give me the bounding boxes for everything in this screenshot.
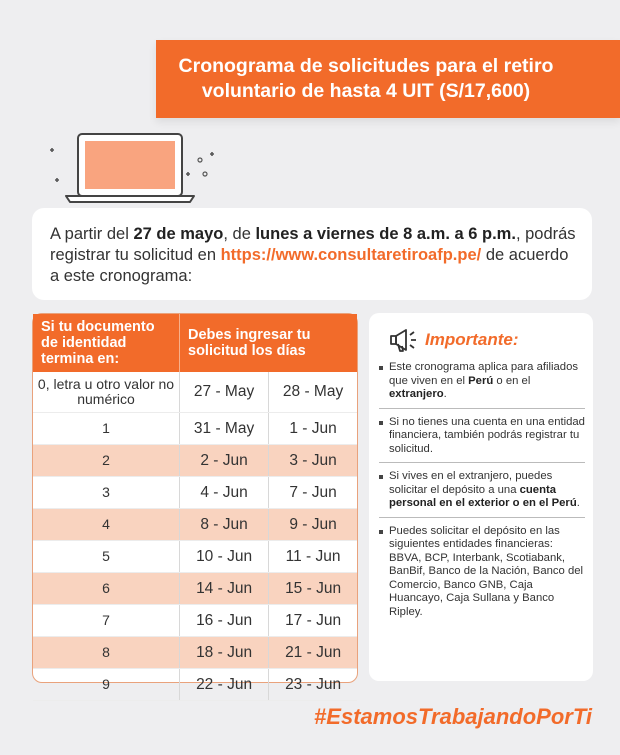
important-list [379,361,585,632]
banner-title [156,54,576,104]
date-cell: 17 - Jun [269,605,357,637]
date-cell: 22 - Jun [180,669,269,701]
list-item-bold: Perú [468,374,494,387]
date-cell: 2 - Jun [180,445,269,477]
date-cell: 14 - Jun [180,573,269,605]
date-cell: 1 - Jun [269,413,357,445]
date-cell: 31 - May [180,413,269,445]
date-cell: 9 - Jun [269,509,357,541]
doc-cell: 4 [33,509,180,541]
table-row [33,372,357,413]
intro-hours: lunes a viernes de 8 a.m. a 6 p.m. [255,225,516,243]
date-cell: 15 - Jun [269,573,357,605]
date-cell: 18 - Jun [180,637,269,669]
header-days: Debes ingresar tu solicitud los días [180,314,358,372]
doc-cell: 9 [33,669,180,701]
intro-text-part: , de [223,225,256,243]
date-cell: 11 - Jun [269,541,357,573]
table-row [33,573,357,605]
intro-date: 27 de mayo [133,225,224,243]
list-item-bold: extranjero [389,388,444,400]
date-cell: 4 - Jun [180,477,269,509]
doc-cell: 5 [33,541,180,573]
laptop-icon [40,126,230,208]
list-item-text: Puedes solicitar el depósito en las siguientes entidades financieras: BBVA, BCP, Interbank, Scotiabank, BanBif, Banco de la Nación, Banco del Comercio, Banco GNB, Caja Huancayo, Caja Sullana y Banco Ripley. [389,524,584,618]
schedule-table [32,313,358,693]
table-row [33,413,357,445]
list-item [379,525,585,626]
doc-cell: 7 [33,605,180,637]
list-item-text: . [443,388,447,400]
list-item-text: . [576,497,580,509]
date-cell: 23 - Jun [269,669,357,701]
doc-cell: 0, letra u otro valor no numérico [33,372,180,413]
table-row [33,637,357,669]
intro-text-part: de acuerdo a este cronograma: [50,246,569,285]
doc-cell: 8 [33,637,180,669]
table-row [33,605,357,637]
list-item [379,470,585,518]
table-row [33,541,357,573]
hashtag: #EstamosTrabajandoPorTi [314,704,592,729]
doc-cell: 3 [33,477,180,509]
intro-text-part: , podrás registrar tu solicitud en [50,225,576,264]
intro-text [50,224,580,287]
banner-title-line1: Cronograma de solicitudes para el retiro [178,55,554,77]
megaphone-icon [389,327,419,353]
list-item-text: Si no tienes una cuenta en una entidad financiera, también podrás registrar tu solicitud. [389,415,585,455]
doc-cell: 1 [33,413,180,445]
important-title: Importante: [425,330,519,349]
doc-cell: 6 [33,573,180,605]
list-item-text: o en el [493,374,531,387]
table-row [33,509,357,541]
intro-card [32,208,592,300]
list-item-text: Si vives en el extranjero, puedes solicitar el depósito a una [389,470,553,496]
table-row [33,445,357,477]
date-cell: 27 - May [180,372,269,413]
title-banner [156,40,620,118]
date-cell: 21 - Jun [269,637,357,669]
header-doc: Si tu documento de identidad termina en: [33,314,180,372]
date-cell: 3 - Jun [269,445,357,477]
list-item [379,416,585,464]
important-card [369,313,593,681]
consulta-url-link[interactable]: https://www.consultaretiroafp.pe/ [220,246,482,264]
table-row [33,669,357,701]
banner-title-line2: voluntario de hasta 4 UIT (S/17,600) [201,80,531,102]
important-header [389,327,519,353]
list-item-text: Este cronograma aplica para afiliados que viven en el [389,361,579,387]
doc-cell: 2 [33,445,180,477]
date-cell: 16 - Jun [180,605,269,637]
table-row [33,477,357,509]
date-cell: 10 - Jun [180,541,269,573]
date-cell: 28 - May [269,372,357,413]
list-item [379,361,585,409]
intro-text-part: A partir del [50,225,134,243]
list-item-bold: cuenta personal en el exterior o en el Perú [389,483,577,509]
date-cell: 7 - Jun [269,477,357,509]
date-cell: 8 - Jun [180,509,269,541]
